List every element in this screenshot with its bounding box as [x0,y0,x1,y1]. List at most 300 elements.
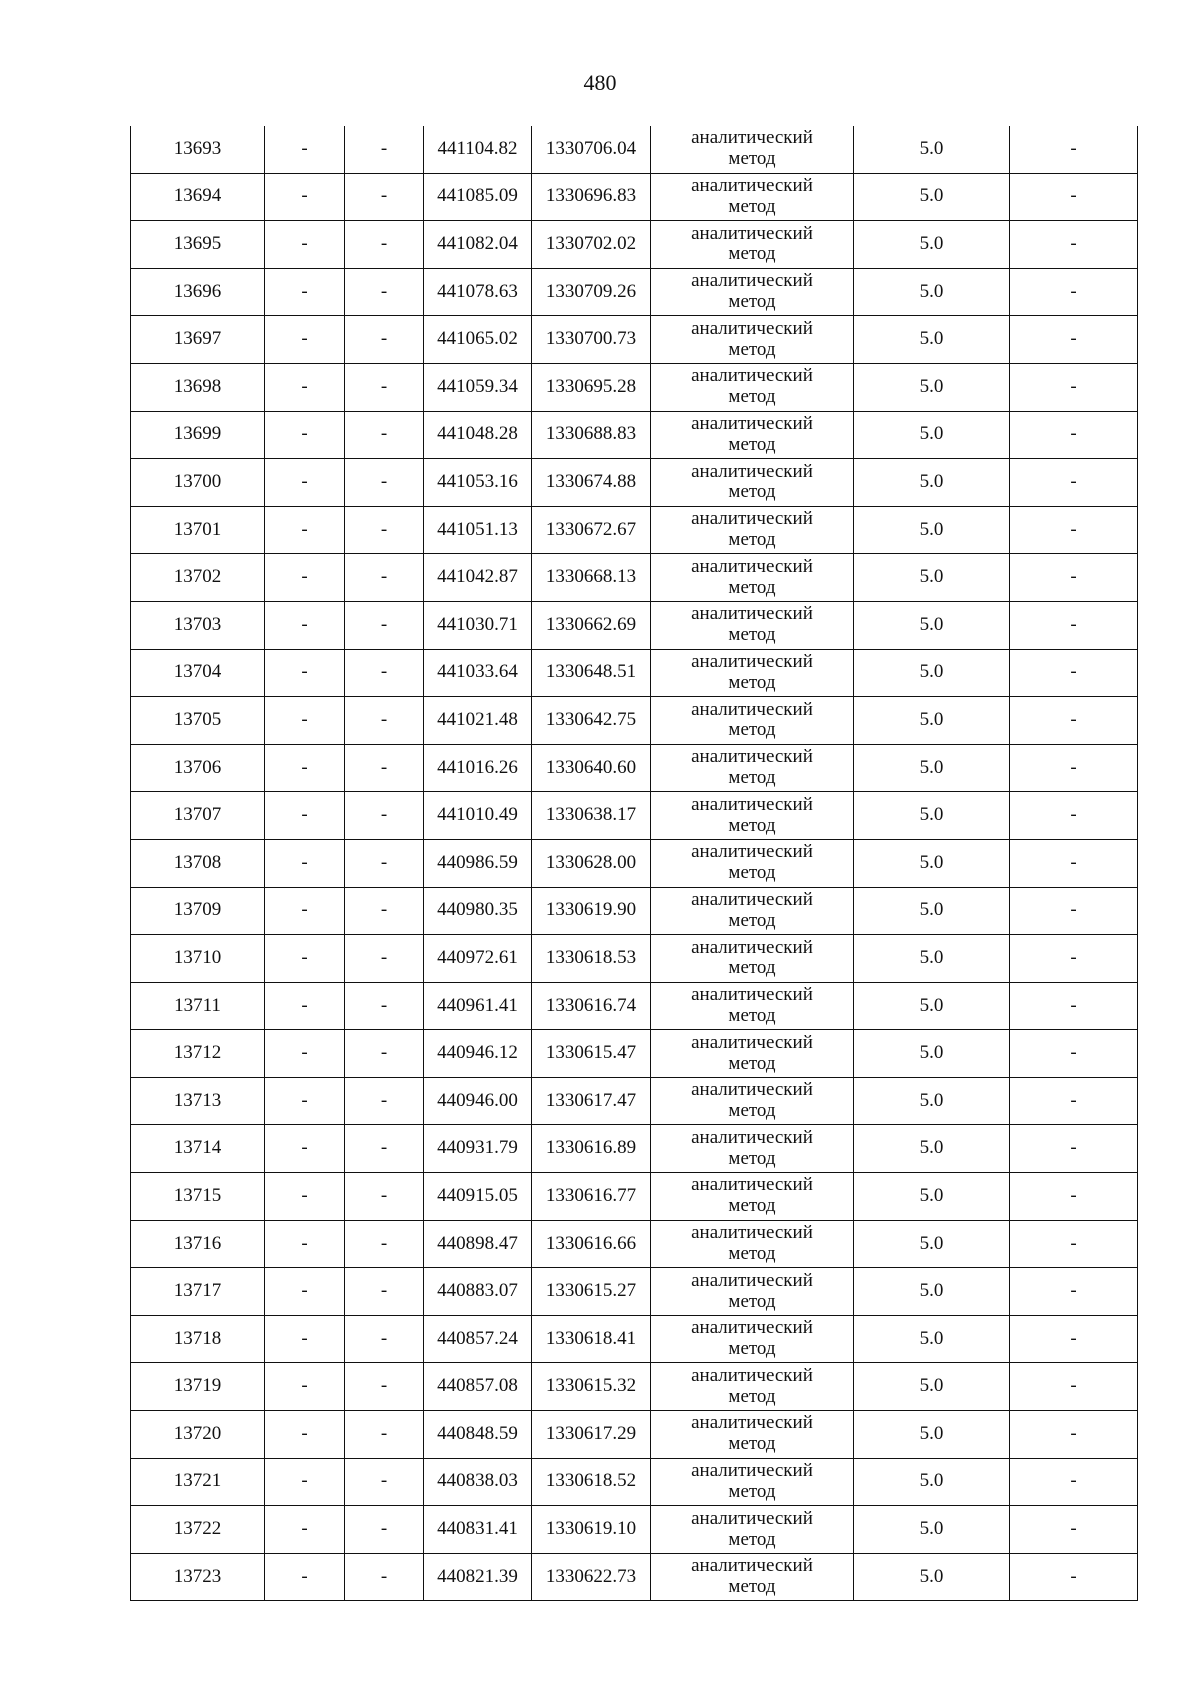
dash-cell-a: - [265,268,345,316]
dash-cell-b: - [345,1553,424,1601]
x-coordinate-cell: 441082.04 [424,221,532,269]
y-coordinate-cell: 1330616.66 [532,1220,651,1268]
y-coordinate-cell: 1330668.13 [532,554,651,602]
dash-cell-a: - [265,601,345,649]
method-line-2: метод [728,957,776,979]
method-cell [651,459,854,507]
y-coordinate-cell: 1330702.02 [532,221,651,269]
dash-cell-a: - [265,506,345,554]
x-coordinate-cell: 440946.00 [424,1077,532,1125]
method-line-1: аналитический [691,222,813,244]
y-coordinate-cell: 1330618.52 [532,1458,651,1506]
method-cell [651,506,854,554]
y-coordinate-cell: 1330696.83 [532,173,651,221]
x-coordinate-cell: 440831.41 [424,1506,532,1554]
table-row [131,1553,1138,1601]
dash-cell-b: - [345,506,424,554]
dash-cell-a: - [265,1173,345,1221]
dash-cell-a: - [265,982,345,1030]
dash-cell-a: - [265,792,345,840]
note-cell: - [1010,1458,1138,1506]
dash-cell-b: - [345,1173,424,1221]
method-cell [651,982,854,1030]
dash-cell-b: - [345,1458,424,1506]
note-cell: - [1010,316,1138,364]
point-number-cell: 13721 [131,1458,265,1506]
table-row [131,316,1138,364]
method-line-1: аналитический [691,698,813,720]
method-line-1: аналитический [691,936,813,958]
x-coordinate-cell: 441033.64 [424,649,532,697]
accuracy-cell: 5.0 [854,982,1010,1030]
method-cell [651,744,854,792]
accuracy-cell: 5.0 [854,1173,1010,1221]
method-line-2: метод [728,719,776,741]
table-row [131,601,1138,649]
method-line-2: метод [728,1338,776,1360]
method-line-2: метод [728,624,776,646]
y-coordinate-cell: 1330618.41 [532,1315,651,1363]
dash-cell-b: - [345,268,424,316]
table-row [131,411,1138,459]
y-coordinate-cell: 1330615.27 [532,1268,651,1316]
table-row [131,459,1138,507]
method-line-2: метод [728,1004,776,1026]
y-coordinate-cell: 1330615.32 [532,1363,651,1411]
method-line-2: метод [728,862,776,884]
dash-cell-a: - [265,649,345,697]
method-line-1: аналитический [691,888,813,910]
note-cell: - [1010,697,1138,745]
point-number-cell: 13702 [131,554,265,602]
y-coordinate-cell: 1330700.73 [532,316,651,364]
dash-cell-b: - [345,363,424,411]
x-coordinate-cell: 440986.59 [424,839,532,887]
accuracy-cell: 5.0 [854,1553,1010,1601]
method-line-1: аналитический [691,1364,813,1386]
dash-cell-a: - [265,697,345,745]
accuracy-cell: 5.0 [854,649,1010,697]
dash-cell-a: - [265,1220,345,1268]
method-cell [651,1458,854,1506]
method-line-1: аналитический [691,127,813,149]
accuracy-cell: 5.0 [854,1268,1010,1316]
dash-cell-a: - [265,744,345,792]
y-coordinate-cell: 1330640.60 [532,744,651,792]
method-cell [651,935,854,983]
y-coordinate-cell: 1330709.26 [532,268,651,316]
dash-cell-a: - [265,554,345,602]
method-line-2: метод [728,1195,776,1217]
accuracy-cell: 5.0 [854,1411,1010,1459]
point-number-cell: 13711 [131,982,265,1030]
point-number-cell: 13708 [131,839,265,887]
method-line-1: аналитический [691,555,813,577]
method-cell [651,1363,854,1411]
method-line-2: метод [728,1433,776,1455]
x-coordinate-cell: 441085.09 [424,173,532,221]
point-number-cell: 13712 [131,1030,265,1078]
method-line-2: метод [728,576,776,598]
note-cell: - [1010,1506,1138,1554]
x-coordinate-cell: 441065.02 [424,316,532,364]
point-number-cell: 13716 [131,1220,265,1268]
note-cell: - [1010,887,1138,935]
dash-cell-b: - [345,554,424,602]
method-line-1: аналитический [691,365,813,387]
method-cell [651,363,854,411]
table-row [131,1363,1138,1411]
method-cell [651,887,854,935]
dash-cell-b: - [345,649,424,697]
method-line-2: метод [728,1385,776,1407]
table-row [131,649,1138,697]
note-cell: - [1010,554,1138,602]
y-coordinate-cell: 1330662.69 [532,601,651,649]
dash-cell-b: - [345,1030,424,1078]
point-number-cell: 13715 [131,1173,265,1221]
method-cell [651,173,854,221]
accuracy-cell: 5.0 [854,173,1010,221]
y-coordinate-cell: 1330638.17 [532,792,651,840]
accuracy-cell: 5.0 [854,935,1010,983]
method-cell [651,1173,854,1221]
point-number-cell: 13696 [131,268,265,316]
dash-cell-a: - [265,1363,345,1411]
dash-cell-a: - [265,1458,345,1506]
dash-cell-a: - [265,363,345,411]
accuracy-cell: 5.0 [854,126,1010,173]
note-cell: - [1010,221,1138,269]
table-row [131,1030,1138,1078]
y-coordinate-cell: 1330619.90 [532,887,651,935]
point-number-cell: 13701 [131,506,265,554]
method-line-2: метод [728,671,776,693]
dash-cell-b: - [345,982,424,1030]
method-line-1: аналитический [691,793,813,815]
dash-cell-a: - [265,935,345,983]
accuracy-cell: 5.0 [854,744,1010,792]
method-line-2: метод [728,1242,776,1264]
table-row [131,1458,1138,1506]
method-line-1: аналитический [691,1412,813,1434]
method-line-2: метод [728,195,776,217]
x-coordinate-cell: 440857.24 [424,1315,532,1363]
method-line-2: метод [728,1100,776,1122]
table-row [131,363,1138,411]
x-coordinate-cell: 440857.08 [424,1363,532,1411]
method-line-2: метод [728,386,776,408]
y-coordinate-cell: 1330617.47 [532,1077,651,1125]
dash-cell-b: - [345,935,424,983]
x-coordinate-cell: 440898.47 [424,1220,532,1268]
y-coordinate-cell: 1330688.83 [532,411,651,459]
x-coordinate-cell: 440915.05 [424,1173,532,1221]
dash-cell-b: - [345,221,424,269]
method-cell [651,601,854,649]
dash-cell-b: - [345,173,424,221]
accuracy-cell: 5.0 [854,221,1010,269]
point-number-cell: 13695 [131,221,265,269]
accuracy-cell: 5.0 [854,1077,1010,1125]
point-number-cell: 13720 [131,1411,265,1459]
method-line-1: аналитический [691,270,813,292]
method-cell [651,411,854,459]
dash-cell-b: - [345,126,424,173]
dash-cell-a: - [265,1315,345,1363]
method-line-2: метод [728,1480,776,1502]
note-cell: - [1010,1315,1138,1363]
note-cell: - [1010,792,1138,840]
method-line-1: аналитический [691,984,813,1006]
table-row [131,1220,1138,1268]
method-line-2: метод [728,243,776,265]
table-row [131,126,1138,173]
x-coordinate-cell: 440883.07 [424,1268,532,1316]
table-row [131,1411,1138,1459]
table-row [131,744,1138,792]
point-number-cell: 13722 [131,1506,265,1554]
method-line-2: метод [728,814,776,836]
point-number-cell: 13693 [131,126,265,173]
method-cell [651,268,854,316]
note-cell: - [1010,1363,1138,1411]
dash-cell-a: - [265,1125,345,1173]
method-line-2: метод [728,1576,776,1598]
dash-cell-b: - [345,1315,424,1363]
method-line-1: аналитический [691,1126,813,1148]
point-number-cell: 13694 [131,173,265,221]
x-coordinate-cell: 440848.59 [424,1411,532,1459]
dash-cell-b: - [345,1506,424,1554]
point-number-cell: 13718 [131,1315,265,1363]
coordinates-table [130,126,1138,1601]
table-row [131,1125,1138,1173]
accuracy-cell: 5.0 [854,506,1010,554]
method-line-1: аналитический [691,1460,813,1482]
method-cell [651,554,854,602]
method-line-1: аналитический [691,650,813,672]
method-cell [651,1268,854,1316]
dash-cell-b: - [345,1125,424,1173]
x-coordinate-cell: 440821.39 [424,1553,532,1601]
table-row [131,887,1138,935]
method-line-1: аналитический [691,1079,813,1101]
method-cell [651,1411,854,1459]
x-coordinate-cell: 440931.79 [424,1125,532,1173]
method-line-1: аналитический [691,1507,813,1529]
method-line-2: метод [728,433,776,455]
note-cell: - [1010,459,1138,507]
point-number-cell: 13697 [131,316,265,364]
method-line-2: метод [728,529,776,551]
table-row [131,792,1138,840]
point-number-cell: 13699 [131,411,265,459]
dash-cell-a: - [265,1268,345,1316]
table-row [131,554,1138,602]
x-coordinate-cell: 440972.61 [424,935,532,983]
point-number-cell: 13717 [131,1268,265,1316]
table-row [131,1268,1138,1316]
dash-cell-b: - [345,1268,424,1316]
accuracy-cell: 5.0 [854,792,1010,840]
accuracy-cell: 5.0 [854,839,1010,887]
method-cell [651,1220,854,1268]
y-coordinate-cell: 1330628.00 [532,839,651,887]
table-row [131,982,1138,1030]
method-cell [651,1506,854,1554]
table-row [131,173,1138,221]
method-cell [651,839,854,887]
point-number-cell: 13714 [131,1125,265,1173]
x-coordinate-cell: 441042.87 [424,554,532,602]
note-cell: - [1010,411,1138,459]
x-coordinate-cell: 440838.03 [424,1458,532,1506]
y-coordinate-cell: 1330695.28 [532,363,651,411]
x-coordinate-cell: 441021.48 [424,697,532,745]
method-line-1: аналитический [691,1555,813,1577]
note-cell: - [1010,363,1138,411]
accuracy-cell: 5.0 [854,1030,1010,1078]
dash-cell-a: - [265,839,345,887]
accuracy-cell: 5.0 [854,363,1010,411]
table-row [131,935,1138,983]
x-coordinate-cell: 440980.35 [424,887,532,935]
dash-cell-a: - [265,316,345,364]
table-row [131,221,1138,269]
y-coordinate-cell: 1330619.10 [532,1506,651,1554]
table-row [131,839,1138,887]
note-cell: - [1010,935,1138,983]
point-number-cell: 13719 [131,1363,265,1411]
method-line-2: метод [728,291,776,313]
method-line-2: метод [728,1528,776,1550]
dash-cell-b: - [345,744,424,792]
method-line-1: аналитический [691,1317,813,1339]
method-line-1: аналитический [691,746,813,768]
method-line-1: аналитический [691,317,813,339]
method-line-1: аналитический [691,1222,813,1244]
point-number-cell: 13710 [131,935,265,983]
method-line-2: метод [728,1052,776,1074]
dash-cell-b: - [345,839,424,887]
x-coordinate-cell: 441059.34 [424,363,532,411]
dash-cell-a: - [265,1030,345,1078]
method-line-2: метод [728,909,776,931]
point-number-cell: 13698 [131,363,265,411]
method-cell [651,221,854,269]
x-coordinate-cell: 440946.12 [424,1030,532,1078]
dash-cell-b: - [345,887,424,935]
dash-cell-b: - [345,1411,424,1459]
y-coordinate-cell: 1330616.74 [532,982,651,1030]
method-cell [651,1077,854,1125]
note-cell: - [1010,1173,1138,1221]
method-line-1: аналитический [691,175,813,196]
y-coordinate-cell: 1330618.53 [532,935,651,983]
method-cell [651,792,854,840]
note-cell: - [1010,649,1138,697]
x-coordinate-cell: 440961.41 [424,982,532,1030]
dash-cell-b: - [345,1363,424,1411]
method-line-2: метод [728,481,776,503]
dash-cell-a: - [265,221,345,269]
y-coordinate-cell: 1330616.77 [532,1173,651,1221]
note-cell: - [1010,1030,1138,1078]
accuracy-cell: 5.0 [854,411,1010,459]
x-coordinate-cell: 441016.26 [424,744,532,792]
dash-cell-a: - [265,887,345,935]
point-number-cell: 13723 [131,1553,265,1601]
method-line-2: метод [728,338,776,360]
table-row [131,1315,1138,1363]
dash-cell-b: - [345,792,424,840]
note-cell: - [1010,268,1138,316]
method-cell [651,126,854,173]
accuracy-cell: 5.0 [854,1458,1010,1506]
note-cell: - [1010,1553,1138,1601]
method-line-1: аналитический [691,1269,813,1291]
y-coordinate-cell: 1330622.73 [532,1553,651,1601]
method-line-1: аналитический [691,841,813,863]
y-coordinate-cell: 1330674.88 [532,459,651,507]
y-coordinate-cell: 1330706.04 [532,126,651,173]
dash-cell-b: - [345,1220,424,1268]
x-coordinate-cell: 441104.82 [424,126,532,173]
table-row [131,268,1138,316]
x-coordinate-cell: 441078.63 [424,268,532,316]
dash-cell-b: - [345,697,424,745]
note-cell: - [1010,1077,1138,1125]
dash-cell-b: - [345,411,424,459]
method-cell [651,1553,854,1601]
dash-cell-a: - [265,173,345,221]
note-cell: - [1010,601,1138,649]
dash-cell-b: - [345,459,424,507]
point-number-cell: 13707 [131,792,265,840]
method-line-1: аналитический [691,1174,813,1196]
table-row [131,1173,1138,1221]
method-cell [651,316,854,364]
method-cell [651,1030,854,1078]
method-line-2: метод [728,1290,776,1312]
accuracy-cell: 5.0 [854,1125,1010,1173]
method-line-2: метод [728,1147,776,1169]
method-line-2: метод [728,767,776,789]
point-number-cell: 13704 [131,649,265,697]
dash-cell-a: - [265,1506,345,1554]
point-number-cell: 13713 [131,1077,265,1125]
dash-cell-a: - [265,1553,345,1601]
note-cell: - [1010,982,1138,1030]
point-number-cell: 13709 [131,887,265,935]
accuracy-cell: 5.0 [854,601,1010,649]
note-cell: - [1010,506,1138,554]
accuracy-cell: 5.0 [854,554,1010,602]
method-cell [651,1315,854,1363]
method-cell [651,697,854,745]
note-cell: - [1010,744,1138,792]
accuracy-cell: 5.0 [854,316,1010,364]
note-cell: - [1010,1125,1138,1173]
note-cell: - [1010,1268,1138,1316]
note-cell: - [1010,1220,1138,1268]
dash-cell-a: - [265,126,345,173]
dash-cell-b: - [345,316,424,364]
accuracy-cell: 5.0 [854,268,1010,316]
x-coordinate-cell: 441010.49 [424,792,532,840]
x-coordinate-cell: 441048.28 [424,411,532,459]
